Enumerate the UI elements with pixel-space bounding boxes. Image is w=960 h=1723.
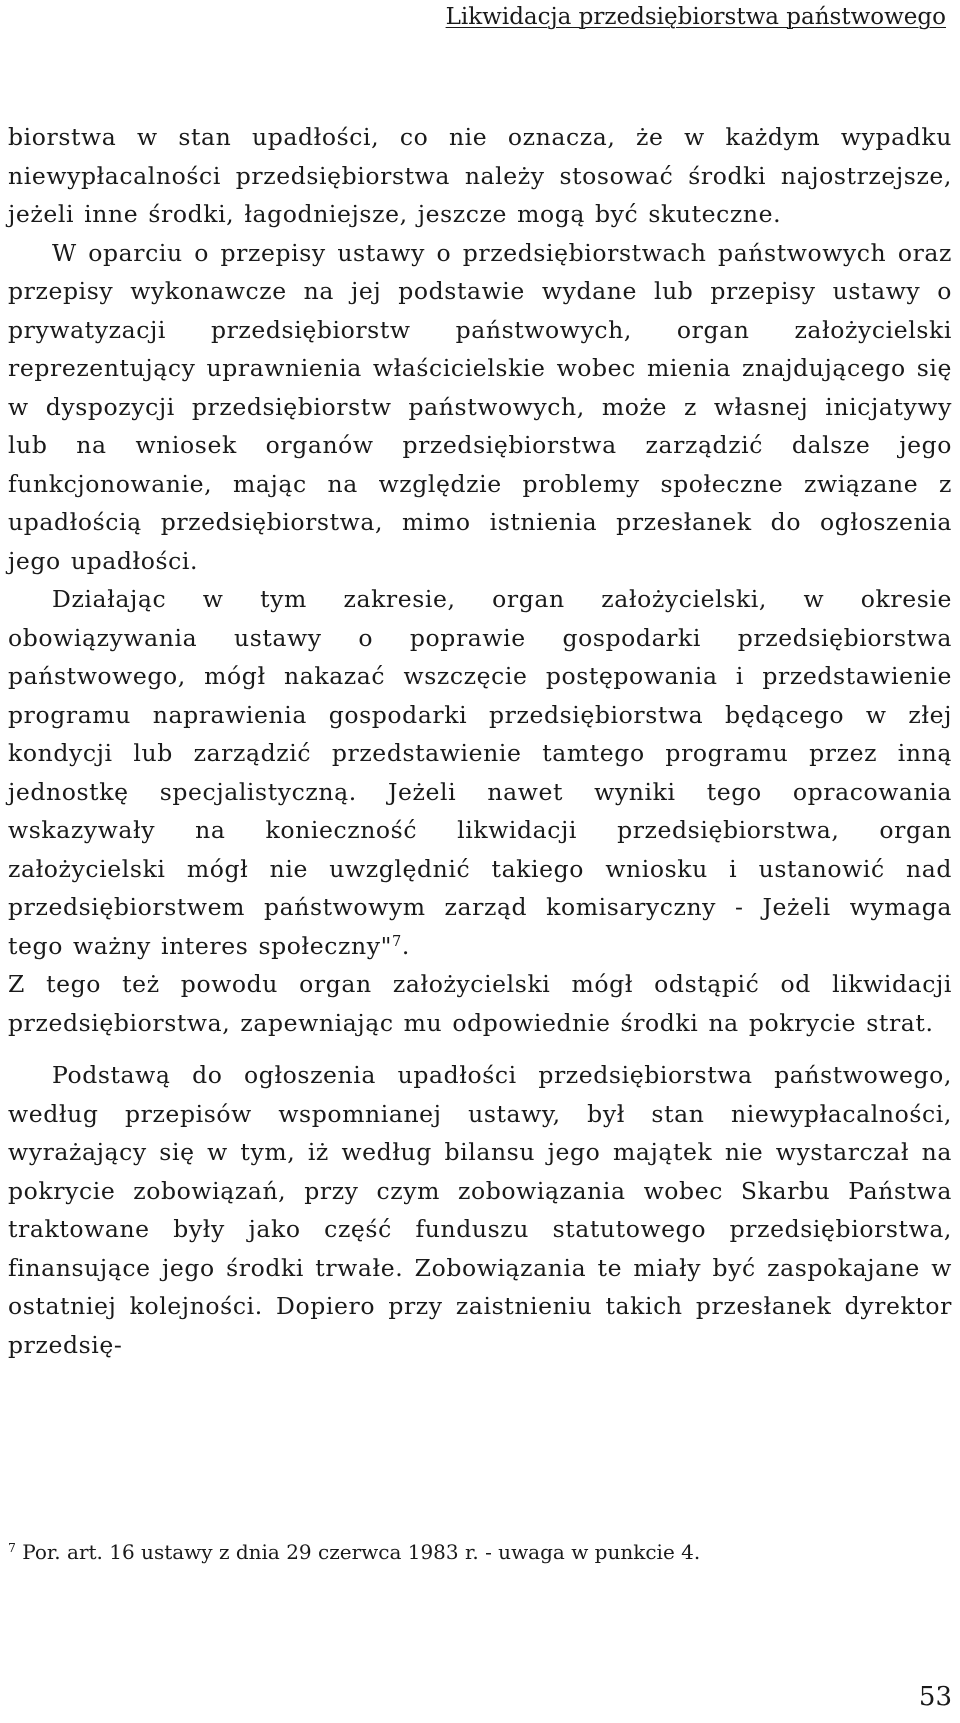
paragraph-1: biorstwa w stan upadłości, co nie oznacza, że w każdym wypadku niewypłacalności przedsiębiorstwa należy stosować środki najostrzejsze, jeżeli inne środki, łagodniejsze, jeszcze mogą być skuteczne.: [8, 123, 952, 228]
paragraph-4: Z tego też powodu organ założycielski mógł odstąpić od likwidacji przedsiębiorstwa, zapewniając mu odpowiednie środki na pokrycie strat.: [8, 970, 952, 1037]
paragraph-3-text: Działając w tym zakresie, organ założycielski, w okresie obowiązywania ustawy o poprawie gospodarki przedsiębiorstwa państwowego, mógł nakazać wszczęcie postępowania i przedstawienie programu naprawienia gospodarki przedsiębiorstwa będącego w złej kondycji lub zarządzić przedstawienie tamtego programu przez inną jednostkę specjalistyczną. Jeżeli nawet wyniki tego opracowania wskazywały na konieczność likwidacji przedsiębiorstwa, organ założycielski mógł nie uwzględnić takiego wniosku i ustanowić nad przedsiębiorstwem państwowym zarząd komisaryczny - Jeżeli wymaga tego ważny interes społeczny": [8, 585, 952, 960]
footnote-text: Por. art. 16 ustawy z dnia 29 czerwca 1983 r. - uwaga w punkcie 4.: [15, 1540, 701, 1564]
footnote-marker: 7: [8, 1540, 16, 1556]
paragraph-5: Podstawą do ogłoszenia upadłości przedsiębiorstwa państwowego, według przepisów wspomnianej ustawy, był stan niewypłacalności, wyrażający się w tym, iż według bilansu jego majątek nie wystarczał na pokrycie zobowiązań, przy czym zobowiązania wobec Skarbu Państwa traktowane były jako część funduszu statutowego przedsiębiorstwa, finansujące jego środki trwałe. Zobowiązania te miały być zaspokajane w ostatniej kolejności. Dopiero przy zaistnieniu takich przesłanek dyrektor przedsię-: [8, 1061, 952, 1359]
footnote-reference[interactable]: 7: [392, 932, 402, 950]
running-header: Likwidacja przedsiębiorstwa państwowego: [445, 4, 946, 30]
page-number: 53: [918, 1682, 952, 1712]
footnote: [8, 1538, 952, 1566]
paragraph-3-end: .: [401, 931, 410, 960]
paragraph-2: W oparciu o przepisy ustawy o przedsiębiorstwach państwowych oraz przepisy wykonawcze na jej podstawie wydane lub przepisy ustawy o prywatyzacji przedsiębiorstw państwowych, organ założycielski reprezentujący uprawnienia właścicielskie wobec mienia znajdującego się w dyspozycji przedsiębiorstw państwowych, może z własnej inicjatywy lub na wniosek organów przedsiębiorstwa zarządzić dalsze jego funkcjonowanie, mając na względzie problemy społeczne związane z upadłością przedsiębiorstwa, mimo istnienia przesłanek do ogłoszenia jego upadłości.: [8, 238, 952, 575]
body-text: [8, 118, 952, 1364]
paragraph-3: [8, 580, 952, 965]
